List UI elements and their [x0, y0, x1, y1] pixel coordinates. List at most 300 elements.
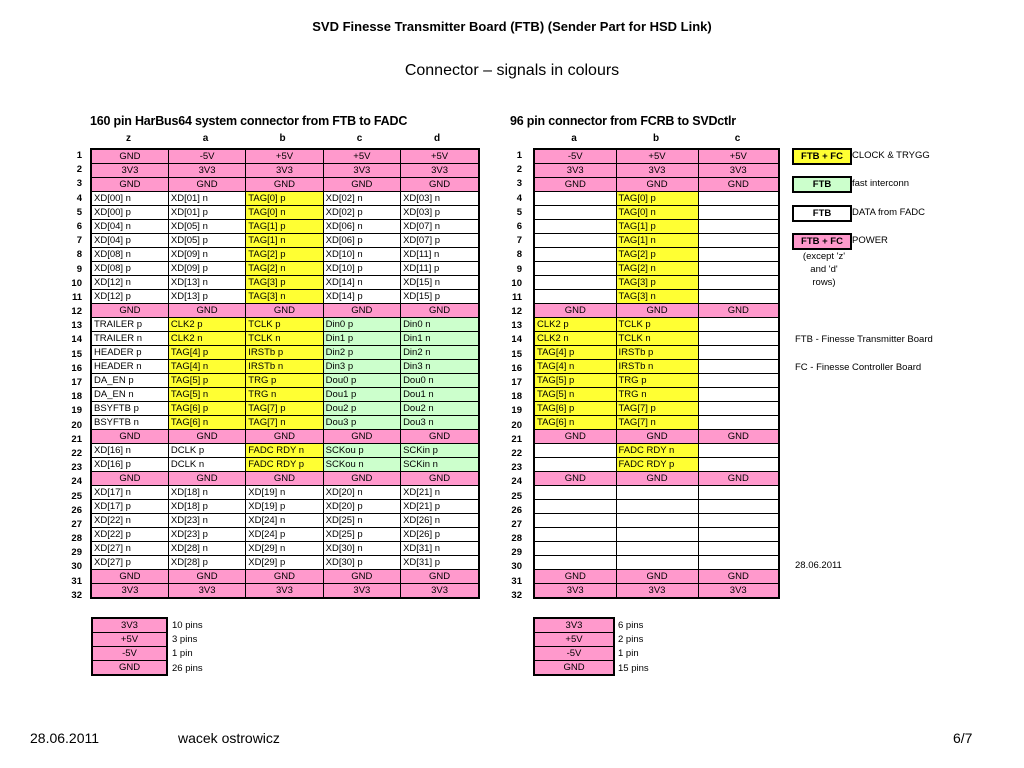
- pin-row: [91, 318, 479, 332]
- pin-cell-b-22: FADC RDY n: [616, 444, 698, 458]
- pin-row: [534, 164, 779, 178]
- pin-cell-b-29: [616, 542, 698, 556]
- row-number: 19: [511, 405, 522, 417]
- row-number: 17: [511, 377, 522, 388]
- pin-cell-a-9: [534, 262, 616, 276]
- pin-cell-z-8: XD[08] n: [91, 248, 168, 262]
- row-number: 21: [511, 433, 522, 445]
- pin-cell-z-21: GND: [91, 430, 168, 444]
- pin-row: [91, 248, 479, 262]
- row-number: 3: [516, 178, 522, 190]
- pin-cell-d-14: Din1 n: [401, 332, 479, 346]
- pin-cell-d-29: XD[31] n: [401, 542, 479, 556]
- pin-cell-a-12: GND: [534, 304, 616, 318]
- row-number: 10: [511, 277, 522, 289]
- pin-cell-c-27: XD[25] n: [323, 514, 400, 528]
- right-table-title: 96 pin connector from FCRB to SVDctlr: [510, 114, 736, 128]
- pin-row: [534, 570, 779, 584]
- pin-cell-a-26: [534, 500, 616, 514]
- summary-rail: -5V: [534, 647, 614, 661]
- pin-cell-a-8: [534, 248, 616, 262]
- pin-row: [91, 178, 479, 192]
- row-number: 17: [71, 377, 82, 388]
- pin-cell-c-29: [698, 542, 779, 556]
- pin-cell-z-1: GND: [91, 149, 168, 164]
- row-number: 23: [511, 462, 522, 474]
- pin-cell-z-20: BSYFTB n: [91, 416, 168, 430]
- left-summary-table: [91, 617, 168, 676]
- pin-cell-c-8: XD[10] n: [323, 248, 400, 262]
- pin-cell-b-21: GND: [246, 430, 323, 444]
- pin-cell-c-2: 3V3: [698, 164, 779, 178]
- pin-cell-d-20: Dou3 n: [401, 416, 479, 430]
- pin-row: [534, 528, 779, 542]
- pin-cell-a-22: [534, 444, 616, 458]
- pin-cell-z-19: BSYFTB p: [91, 402, 168, 416]
- pin-row: [91, 346, 479, 360]
- pin-cell-c-1: +5V: [323, 149, 400, 164]
- pin-cell-b-24: GND: [616, 472, 698, 486]
- row-number: 12: [511, 306, 522, 318]
- pin-cell-d-17: Dou0 n: [401, 374, 479, 388]
- pin-cell-c-19: Dou2 p: [323, 402, 400, 416]
- row-number: 32: [71, 589, 82, 601]
- row-number: 8: [516, 249, 522, 261]
- pin-cell-b-17: TRG p: [616, 374, 698, 388]
- pin-cell-a-20: TAG[6] n: [168, 416, 245, 430]
- pin-cell-b-29: XD[29] n: [246, 542, 323, 556]
- row-number: 23: [71, 462, 82, 474]
- pin-cell-a-12: GND: [168, 304, 245, 318]
- pin-row: [534, 472, 779, 486]
- pin-cell-b-12: GND: [246, 304, 323, 318]
- pin-cell-a-23: [534, 458, 616, 472]
- pin-cell-b-1: +5V: [246, 149, 323, 164]
- pin-cell-z-31: GND: [91, 570, 168, 584]
- pin-row: [534, 149, 779, 164]
- pin-cell-a-32: 3V3: [168, 584, 245, 599]
- pin-row: [534, 318, 779, 332]
- pin-cell-z-2: 3V3: [91, 164, 168, 178]
- pin-cell-b-5: TAG[0] n: [246, 206, 323, 220]
- pin-cell-z-14: TRAILER n: [91, 332, 168, 346]
- pin-cell-c-14: [698, 332, 779, 346]
- pin-cell-c-6: XD[06] n: [323, 220, 400, 234]
- pin-cell-c-6: [698, 220, 779, 234]
- pin-row: [534, 584, 779, 599]
- row-number: 4: [516, 192, 522, 204]
- pin-cell-c-26: [698, 500, 779, 514]
- pin-cell-b-13: TCLK p: [616, 318, 698, 332]
- pin-cell-c-28: XD[25] p: [323, 528, 400, 542]
- pin-cell-a-9: XD[09] p: [168, 262, 245, 276]
- pin-cell-z-25: XD[17] n: [91, 486, 168, 500]
- pin-cell-d-27: XD[26] n: [401, 514, 479, 528]
- pin-cell-c-30: XD[30] p: [323, 556, 400, 570]
- pin-cell-a-8: XD[09] n: [168, 248, 245, 262]
- pin-row: [534, 234, 779, 248]
- pin-cell-d-1: +5V: [401, 149, 479, 164]
- pin-cell-d-32: 3V3: [401, 584, 479, 599]
- pin-cell-b-11: TAG[3] n: [246, 290, 323, 304]
- pin-cell-d-31: GND: [401, 570, 479, 584]
- pin-row: [91, 584, 479, 599]
- pin-cell-c-21: GND: [323, 430, 400, 444]
- pin-cell-a-16: TAG[4] n: [168, 360, 245, 374]
- pin-cell-c-4: [698, 192, 779, 206]
- pin-cell-a-24: GND: [534, 472, 616, 486]
- pin-row: [534, 206, 779, 220]
- pin-row: [534, 388, 779, 402]
- pin-cell-a-14: CLK2 n: [534, 332, 616, 346]
- slide-title: SVD Finesse Transmitter Board (FTB) (Sender Part for HSD Link): [312, 19, 712, 34]
- pin-row: [534, 262, 779, 276]
- pin-row: [534, 486, 779, 500]
- pin-cell-b-22: FADC RDY n: [246, 444, 323, 458]
- pin-cell-b-11: TAG[3] n: [616, 290, 698, 304]
- pin-cell-d-25: XD[21] n: [401, 486, 479, 500]
- pin-cell-d-13: Din0 n: [401, 318, 479, 332]
- pin-cell-c-17: [698, 374, 779, 388]
- pin-cell-c-32: 3V3: [698, 584, 779, 599]
- row-number: 25: [71, 490, 82, 502]
- pin-cell-b-23: FADC RDY p: [616, 458, 698, 472]
- pin-cell-b-25: XD[19] n: [246, 486, 323, 500]
- pin-cell-c-22: SCKou p: [323, 444, 400, 458]
- row-number: 7: [516, 235, 522, 247]
- pin-row: [534, 402, 779, 416]
- pin-cell-b-5: TAG[0] n: [616, 206, 698, 220]
- pin-cell-d-2: 3V3: [401, 164, 479, 178]
- pin-cell-b-7: TAG[1] n: [616, 234, 698, 248]
- summary-rail: +5V: [92, 633, 167, 647]
- pin-cell-a-31: GND: [168, 570, 245, 584]
- row-number: 10: [71, 277, 82, 289]
- pin-cell-c-5: XD[02] p: [323, 206, 400, 220]
- pin-row: [91, 402, 479, 416]
- row-number: 24: [511, 476, 522, 488]
- summary-rail: GND: [92, 661, 167, 676]
- pin-cell-b-24: GND: [246, 472, 323, 486]
- pin-cell-b-32: 3V3: [246, 584, 323, 599]
- pin-cell-c-9: [698, 262, 779, 276]
- pin-cell-c-26: XD[20] p: [323, 500, 400, 514]
- row-number: 1: [76, 150, 82, 161]
- row-number: 27: [511, 518, 522, 530]
- pin-row: [534, 332, 779, 346]
- row-number: 19: [71, 405, 82, 417]
- pin-cell-d-7: XD[07] p: [401, 234, 479, 248]
- pin-cell-a-25: [534, 486, 616, 500]
- pin-cell-a-6: [534, 220, 616, 234]
- pin-cell-z-22: XD[16] n: [91, 444, 168, 458]
- pin-cell-z-11: XD[12] p: [91, 290, 168, 304]
- pin-cell-b-23: FADC RDY p: [246, 458, 323, 472]
- summary-count: 2 pins: [618, 634, 644, 646]
- pin-cell-c-10: XD[14] n: [323, 276, 400, 290]
- pin-cell-c-23: [698, 458, 779, 472]
- pin-cell-b-10: TAG[3] p: [616, 276, 698, 290]
- pin-cell-b-12: GND: [616, 304, 698, 318]
- pin-cell-b-9: TAG[2] n: [246, 262, 323, 276]
- pin-cell-z-13: TRAILER p: [91, 318, 168, 332]
- pin-cell-a-4: XD[01] n: [168, 192, 245, 206]
- pin-cell-b-30: XD[29] p: [246, 556, 323, 570]
- pin-cell-c-13: [698, 318, 779, 332]
- pin-cell-b-15: IRSTb p: [246, 346, 323, 360]
- pin-row: [534, 276, 779, 290]
- row-number: 9: [76, 263, 82, 275]
- pin-cell-d-6: XD[07] n: [401, 220, 479, 234]
- pin-row: [91, 192, 479, 206]
- row-number: 26: [511, 504, 522, 516]
- pin-cell-a-11: [534, 290, 616, 304]
- pin-cell-d-11: XD[15] p: [401, 290, 479, 304]
- row-number: 20: [511, 419, 522, 431]
- pin-cell-z-32: 3V3: [91, 584, 168, 599]
- pin-cell-a-17: TAG[5] p: [168, 374, 245, 388]
- pin-cell-a-26: XD[18] p: [168, 500, 245, 514]
- pin-row: [91, 276, 479, 290]
- pin-cell-c-17: Dou0 p: [323, 374, 400, 388]
- pin-row: [91, 262, 479, 276]
- pin-row: [91, 332, 479, 346]
- row-number: 20: [71, 419, 82, 431]
- pin-cell-d-28: XD[26] p: [401, 528, 479, 542]
- row-number: 16: [511, 362, 522, 374]
- pin-cell-z-12: GND: [91, 304, 168, 318]
- pin-cell-a-11: XD[13] p: [168, 290, 245, 304]
- row-number: 30: [71, 561, 82, 573]
- pin-cell-c-16: Din3 p: [323, 360, 400, 374]
- pin-cell-b-9: TAG[2] n: [616, 262, 698, 276]
- summary-count: 3 pins: [172, 634, 198, 646]
- pin-cell-a-21: GND: [168, 430, 245, 444]
- row-number: 16: [71, 362, 82, 374]
- pin-cell-c-1: +5V: [698, 149, 779, 164]
- pin-cell-d-5: XD[03] p: [401, 206, 479, 220]
- pin-cell-b-18: TRG n: [246, 388, 323, 402]
- pin-row: [534, 346, 779, 360]
- pin-cell-b-6: TAG[1] p: [246, 220, 323, 234]
- pin-row: [91, 444, 479, 458]
- pin-cell-b-13: TCLK p: [246, 318, 323, 332]
- pin-cell-b-10: TAG[3] p: [246, 276, 323, 290]
- pin-cell-c-30: [698, 556, 779, 570]
- pin-cell-b-19: TAG[7] p: [616, 402, 698, 416]
- pin-cell-z-28: XD[22] p: [91, 528, 168, 542]
- pin-cell-b-16: IRSTb n: [246, 360, 323, 374]
- pin-cell-c-25: [698, 486, 779, 500]
- pin-cell-d-23: SCKin n: [401, 458, 479, 472]
- pin-cell-c-11: [698, 290, 779, 304]
- pin-row: [534, 374, 779, 388]
- pin-cell-d-24: GND: [401, 472, 479, 486]
- column-header-a: a: [202, 133, 209, 144]
- pin-cell-c-16: [698, 360, 779, 374]
- pin-cell-a-29: [534, 542, 616, 556]
- pin-row: [91, 472, 479, 486]
- pin-row: [91, 206, 479, 220]
- pin-cell-c-14: Din1 p: [323, 332, 400, 346]
- pin-row: [534, 248, 779, 262]
- left-pin-table: [90, 148, 480, 599]
- power-note-line-2: and 'd': [810, 264, 838, 275]
- pin-row: [91, 514, 479, 528]
- footer-page-number: 6/7: [953, 730, 973, 746]
- pin-cell-z-26: XD[17] p: [91, 500, 168, 514]
- slide-subtitle: Connector – signals in colours: [404, 62, 620, 79]
- pin-cell-c-11: XD[14] p: [323, 290, 400, 304]
- diagram-date: 28.06.2011: [795, 560, 842, 571]
- pin-cell-a-2: 3V3: [168, 164, 245, 178]
- row-number: 7: [76, 235, 82, 247]
- right-row-numbers: [500, 149, 522, 603]
- pin-cell-b-7: TAG[1] n: [246, 234, 323, 248]
- row-number: 26: [71, 504, 82, 516]
- row-number: 29: [511, 547, 522, 559]
- row-number: 3: [76, 178, 82, 190]
- column-header-d: d: [433, 133, 441, 144]
- row-number: 14: [511, 334, 522, 346]
- row-number: 1: [516, 150, 522, 161]
- pin-cell-c-12: GND: [323, 304, 400, 318]
- pin-cell-c-8: [698, 248, 779, 262]
- pin-cell-a-31: GND: [534, 570, 616, 584]
- pin-cell-b-3: GND: [616, 178, 698, 192]
- pin-row: [534, 416, 779, 430]
- row-number: 18: [71, 391, 82, 403]
- pin-cell-b-28: [616, 528, 698, 542]
- pin-cell-d-16: Din3 n: [401, 360, 479, 374]
- pin-cell-d-30: XD[31] p: [401, 556, 479, 570]
- pin-cell-d-10: XD[15] n: [401, 276, 479, 290]
- pin-cell-a-29: XD[28] n: [168, 542, 245, 556]
- legend-box-data: FTB: [792, 205, 852, 222]
- row-number: 31: [71, 575, 82, 587]
- row-number: 24: [71, 476, 82, 488]
- row-number: 15: [511, 348, 522, 360]
- pin-cell-b-3: GND: [246, 178, 323, 192]
- pin-cell-b-8: TAG[2] p: [246, 248, 323, 262]
- pin-row: [91, 220, 479, 234]
- pin-row: [91, 388, 479, 402]
- power-note-line-1: (except 'z': [802, 251, 846, 262]
- pin-row: [534, 542, 779, 556]
- pin-cell-c-28: [698, 528, 779, 542]
- row-number: 8: [76, 249, 82, 261]
- pin-cell-z-7: XD[04] p: [91, 234, 168, 248]
- pin-cell-c-2: 3V3: [323, 164, 400, 178]
- pin-cell-z-10: XD[12] n: [91, 276, 168, 290]
- column-header-z: z: [126, 133, 131, 144]
- row-number: 6: [516, 220, 522, 232]
- column-header-a: a: [571, 133, 577, 144]
- pin-cell-b-17: TRG p: [246, 374, 323, 388]
- legend-box-clock: FTB + FC: [792, 148, 852, 165]
- pin-row: [534, 192, 779, 206]
- legend-label-interconn: fast interconn: [852, 178, 910, 189]
- pin-row: [534, 444, 779, 458]
- row-number: 12: [71, 306, 82, 318]
- pin-cell-d-26: XD[21] p: [401, 500, 479, 514]
- pin-cell-d-9: XD[11] p: [401, 262, 479, 276]
- pin-row: [534, 556, 779, 570]
- pin-cell-c-27: [698, 514, 779, 528]
- left-summary-labels: [172, 619, 203, 676]
- legend-label-power: POWER: [852, 235, 888, 246]
- pin-cell-b-4: TAG[0] p: [246, 192, 323, 206]
- pin-cell-c-31: GND: [323, 570, 400, 584]
- pin-row: [534, 500, 779, 514]
- column-header-b: b: [652, 133, 660, 144]
- summary-count: 26 pins: [172, 662, 203, 674]
- pin-cell-z-9: XD[08] p: [91, 262, 168, 276]
- pin-cell-z-18: DA_EN n: [91, 388, 168, 402]
- pin-cell-a-27: [534, 514, 616, 528]
- summary-count: 1 pin: [618, 648, 639, 660]
- pin-cell-b-18: TRG n: [616, 388, 698, 402]
- pin-cell-a-21: GND: [534, 430, 616, 444]
- summary-rail: -5V: [92, 647, 167, 661]
- footer-date: 28.06.2011: [30, 730, 100, 746]
- column-header-c: c: [734, 133, 741, 144]
- pin-cell-a-18: TAG[5] n: [534, 388, 616, 402]
- pin-cell-b-2: 3V3: [246, 164, 323, 178]
- pin-cell-c-12: GND: [698, 304, 779, 318]
- row-number: 28: [511, 533, 522, 545]
- pin-cell-c-19: [698, 402, 779, 416]
- pin-cell-a-16: TAG[4] n: [534, 360, 616, 374]
- row-number: 28: [71, 533, 82, 545]
- summary-rail: 3V3: [534, 618, 614, 633]
- pin-row: [91, 374, 479, 388]
- pin-cell-c-20: Dou3 p: [323, 416, 400, 430]
- pin-cell-z-29: XD[27] n: [91, 542, 168, 556]
- power-note-line-3: rows): [812, 277, 836, 288]
- row-number: 21: [71, 433, 82, 445]
- pin-cell-a-3: GND: [534, 178, 616, 192]
- column-header-b: b: [279, 133, 286, 144]
- pin-row: [91, 164, 479, 178]
- ftb-definition: FTB - Finesse Transmitter Board: [795, 334, 933, 345]
- pin-cell-a-13: CLK2 p: [168, 318, 245, 332]
- pin-cell-a-19: TAG[6] p: [534, 402, 616, 416]
- pin-row: [91, 430, 479, 444]
- pin-cell-a-18: TAG[5] n: [168, 388, 245, 402]
- pin-cell-a-28: XD[23] p: [168, 528, 245, 542]
- pin-cell-b-8: TAG[2] p: [616, 248, 698, 262]
- pin-cell-a-15: TAG[4] p: [168, 346, 245, 360]
- row-number: 9: [516, 263, 522, 275]
- summary-count: 1 pin: [172, 648, 193, 660]
- row-number: 25: [511, 490, 522, 502]
- pin-row: [534, 360, 779, 374]
- pin-cell-z-4: XD[00] n: [91, 192, 168, 206]
- pin-cell-a-20: TAG[6] n: [534, 416, 616, 430]
- pin-cell-a-15: TAG[4] p: [534, 346, 616, 360]
- pin-cell-c-18: Dou1 p: [323, 388, 400, 402]
- pin-cell-d-18: Dou1 n: [401, 388, 479, 402]
- column-header-c: c: [356, 133, 363, 144]
- pin-cell-b-31: GND: [616, 570, 698, 584]
- left-table-title: 160 pin HarBus64 system connector from FTB to FADC: [90, 114, 408, 128]
- pin-row: [534, 220, 779, 234]
- pin-row: [91, 149, 479, 164]
- pin-cell-b-1: +5V: [616, 149, 698, 164]
- pin-cell-b-27: [616, 514, 698, 528]
- pin-cell-c-22: [698, 444, 779, 458]
